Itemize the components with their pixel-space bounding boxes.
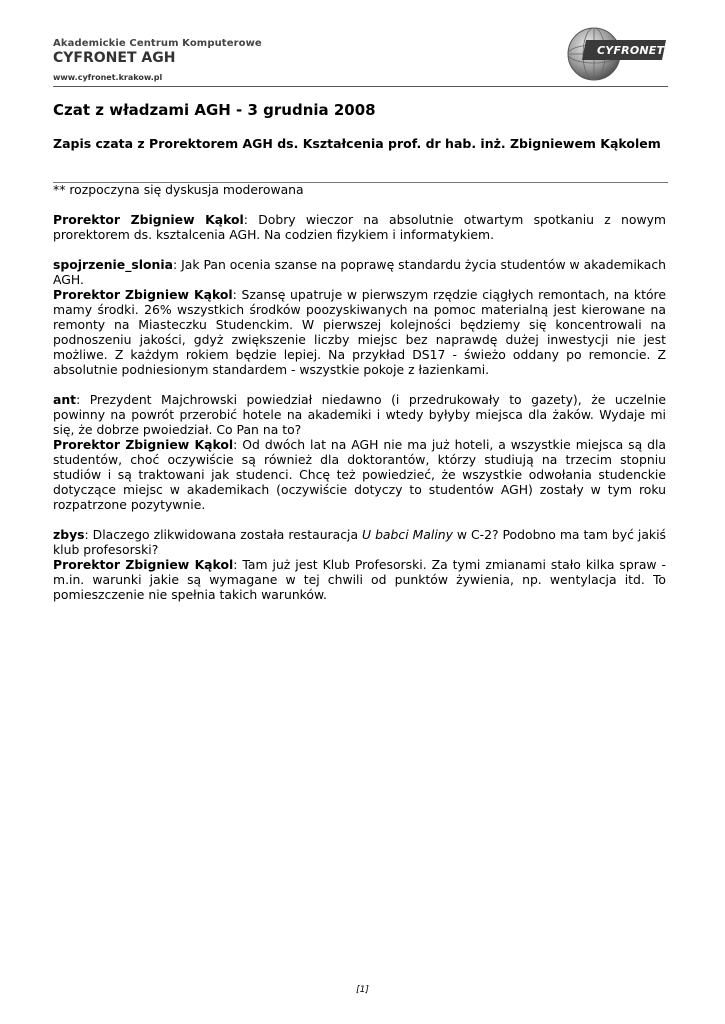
speaker-name: spojrzenie_slonia bbox=[53, 257, 173, 272]
org-name-line2: CYFRONET AGH bbox=[53, 50, 176, 66]
chat-message bbox=[53, 212, 666, 242]
chat-transcript bbox=[53, 182, 666, 617]
chat-message bbox=[53, 527, 666, 557]
speaker-name: Prorektor Zbigniew Kąkol bbox=[53, 287, 233, 302]
message-text: : Dlaczego zlikwidowana została restauracja bbox=[84, 527, 363, 542]
message-text: : Prezydent Majchrowski powiedział niedawno (i przedrukowały to gazety), że uczelnie powinny na powrót przerobić hotele na akademiki i wtedy byłyby miejsca dla żaków. Wydaje mi się, że dobrze pwoiedział. Co Pan na to? bbox=[53, 392, 666, 437]
speaker-name: Prorektor Zbigniew Kąkol bbox=[53, 437, 234, 452]
message-text: : Szansę upatruje w pierwszym rzędzie ciągłych remontach, na które mamy środki. 26% wszystkich środków poozyskiwanych na pomoc materialną jest kierowane na remonty na Miasteczku Studenckim. W pierwszej kolejności będziemy się koncentrowali na podnoszeniu jakości, gdyż zwiększenie liczby miejsc bez naprawdę dużej inwestycji nie jest możliwe. Z każdym rokiem będzie lepiej. Na przykład DS17 - świeżo oddany po remoncie. Z absolutnie podniesionym standardem - wszystkie pokoje z łazienkami. bbox=[53, 287, 666, 377]
chat-exchange bbox=[53, 392, 666, 512]
chat-message bbox=[53, 257, 666, 287]
document-title: Czat z władzami AGH - 3 grudnia 2008 bbox=[53, 101, 376, 119]
message-text: : Dobry wieczor na absolutnie otwartym spotkaniu z nowym prorektorem ds. ksztalcenia AGH. Na codzien fizykiem i informatykiem. bbox=[53, 212, 666, 242]
speaker-name: Prorektor Zbigniew Kąkol bbox=[53, 212, 244, 227]
chat-exchange bbox=[53, 212, 666, 242]
page-number: [1] bbox=[356, 985, 369, 995]
logo-wordmark: CYFRONET bbox=[597, 44, 665, 57]
message-text-continued: w C-2? Podobno ma tam być jakiś klub profesorski? bbox=[53, 527, 666, 557]
chat-message bbox=[53, 557, 666, 602]
org-website-url: www.cyfronet.krakow.pl bbox=[53, 73, 163, 82]
chat-message bbox=[53, 287, 666, 377]
chat-exchange bbox=[53, 527, 666, 602]
chat-message bbox=[53, 437, 666, 512]
speaker-name: ant bbox=[53, 392, 77, 407]
header-divider bbox=[53, 86, 668, 87]
message-text: : Od dwóch lat na AGH nie ma już hoteli, a wszystkie miejsca są dla studentów, choć oczywiście są również dla doktorantów, którzy studiują na trzecim stopniu studiów i są traktowani jak studenci. Chcę też powiedzieć, że wszystkie odwołania studenckie dotyczące miejsc w akademikach (oczywiście dotyczy to studentów AGH) zostały w tym roku rozpatrzone pozytywnie. bbox=[53, 437, 667, 512]
restaurant-name: U babci Maliny bbox=[362, 527, 453, 542]
moderation-note: ** rozpoczyna się dyskusja moderowana bbox=[53, 182, 304, 197]
message-text: : Jak Pan ocenia szanse na poprawę standardu życia studentów w akademikach AGH. bbox=[53, 257, 666, 287]
chat-message bbox=[53, 392, 666, 437]
speaker-name: Prorektor Zbigniew Kąkol bbox=[53, 557, 234, 572]
document-subtitle: Zapis czata z Prorektorem AGH ds. Kształcenia prof. dr hab. inż. Zbigniewem Kąkolem bbox=[53, 136, 661, 151]
org-name-line1: Akademickie Centrum Komputerowe bbox=[53, 38, 262, 49]
speaker-name: zbys bbox=[53, 527, 85, 542]
message-text: : Tam już jest Klub Profesorski. Za tymi zmianami stało kilka spraw - m.in. warunki jakie są wymagane w tej chwili od punktów żywienia, np. wentylacja itd. To pomieszczenie nie spełnia takich warunków. bbox=[53, 557, 667, 602]
chat-exchange bbox=[53, 257, 666, 377]
